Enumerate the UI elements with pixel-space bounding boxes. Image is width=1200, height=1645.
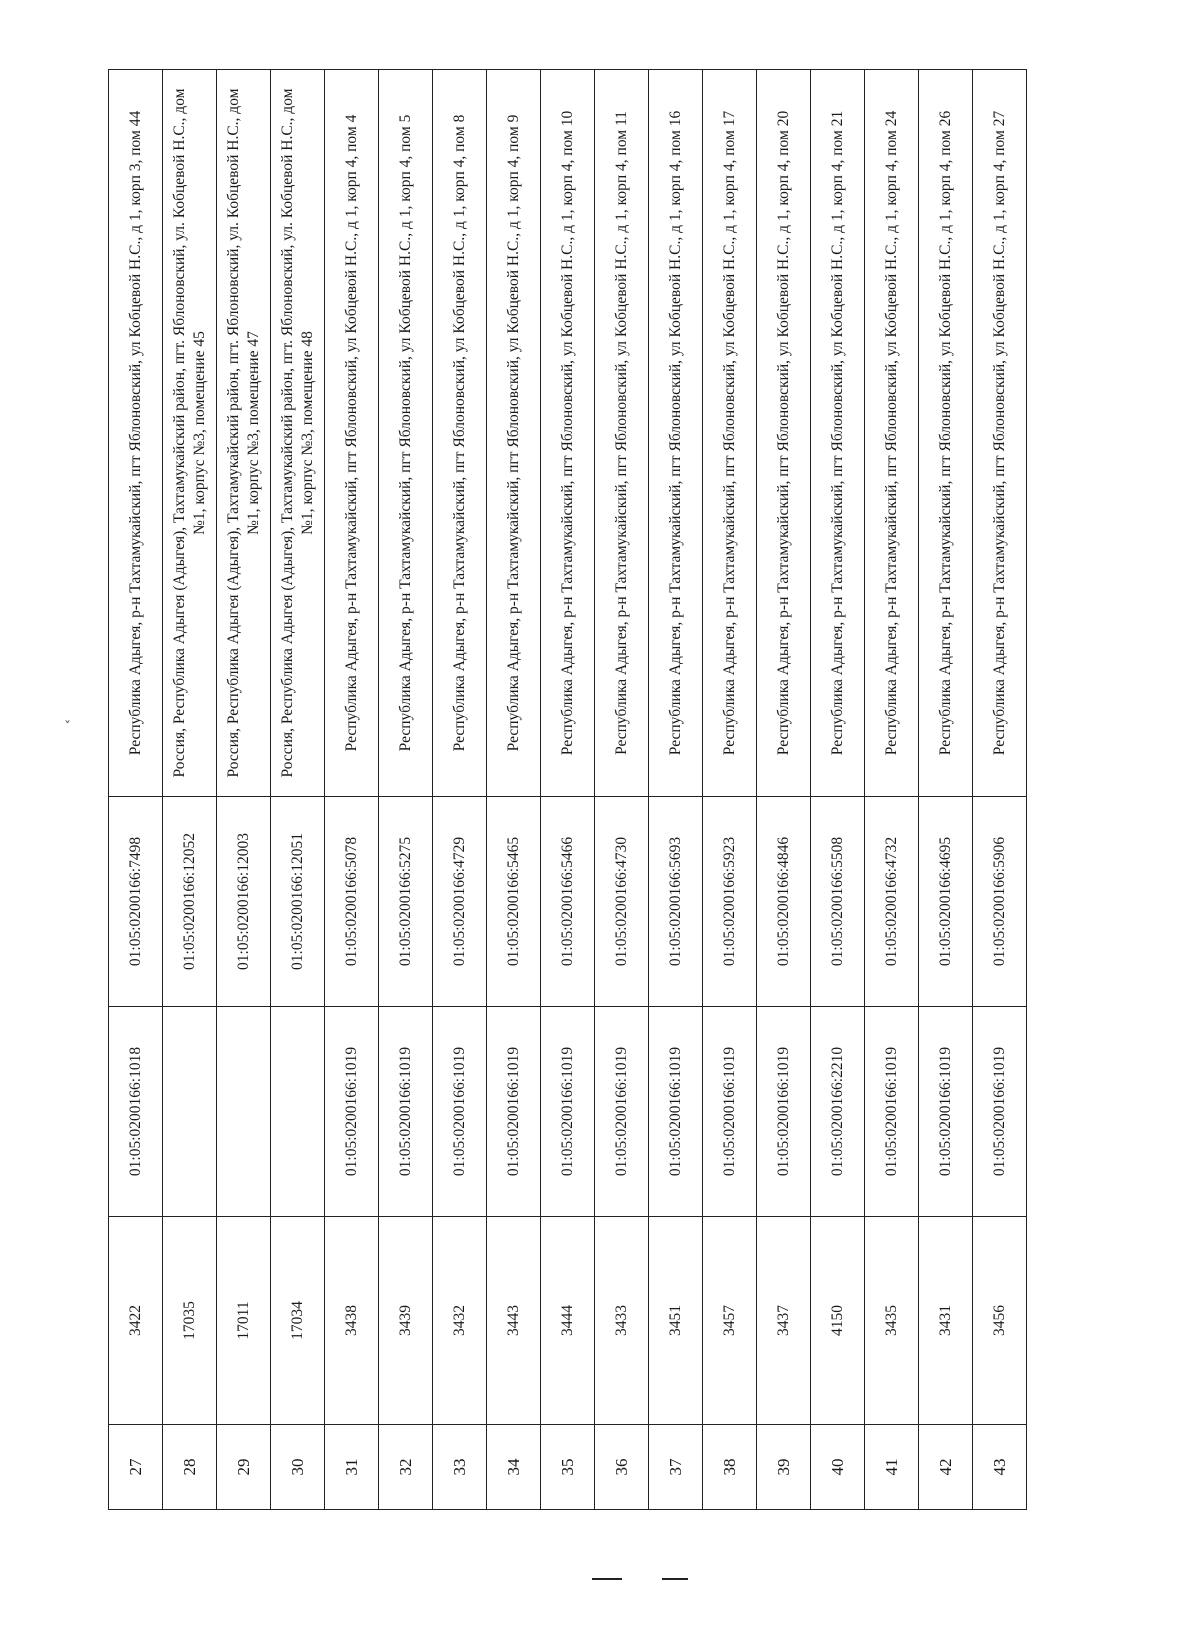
parent-cadastral-number-cell: 01:05:0200166:1019 [487, 1007, 541, 1217]
cadastral-number-cell: 01:05:0200166:5465 [487, 797, 541, 1007]
row-number-cell: 40 [811, 1425, 865, 1510]
parent-cadastral-number-cell [271, 1007, 325, 1217]
cadastral-number-cell: 01:05:0200166:5466 [541, 797, 595, 1007]
record-id-cell: 3438 [325, 1217, 379, 1425]
parent-cadastral-number-cell: 01:05:0200166:1019 [703, 1007, 757, 1217]
parent-cadastral-number-cell: 01:05:0200166:2210 [811, 1007, 865, 1217]
parent-cadastral-number-cell: 01:05:0200166:1019 [379, 1007, 433, 1217]
address-cell: Республика Адыгея, р-н Тахтамукайский, пгт Яблоновский, ул Кобцевой Н.С., д 1, корп 4, пом 10 [541, 70, 595, 797]
row-number-cell: 42 [919, 1425, 973, 1510]
address-cell: Республика Адыгея, р-н Тахтамукайский, пгт Яблоновский, ул Кобцевой Н.С., д 1, корп 4, пом 8 [433, 70, 487, 797]
address-cell: Республика Адыгея, р-н Тахтамукайский, пгт Яблоновский, ул Кобцевой Н.С., д 1, корп 4, пом 20 [757, 70, 811, 797]
registry-table-body [109, 70, 1027, 1510]
row-number-cell: 29 [217, 1425, 271, 1510]
record-id-cell: 3435 [865, 1217, 919, 1425]
row-number-cell: 34 [487, 1425, 541, 1510]
record-id-cell: 3443 [487, 1217, 541, 1425]
address-cell: Республика Адыгея, р-н Тахтамукайский, пгт Яблоновский, ул Кобцевой Н.С., д 1, корп 4, пом 9 [487, 70, 541, 797]
address-cell: Республика Адыгея, р-н Тахтамукайский, пгт Яблоновский, ул Кобцевой Н.С., д 1, корп 4, пом 4 [325, 70, 379, 797]
cadastral-number-cell: 01:05:0200166:4695 [919, 797, 973, 1007]
parent-cadastral-number-cell: 01:05:0200166:1019 [595, 1007, 649, 1217]
parent-cadastral-number-cell: 01:05:0200166:1019 [433, 1007, 487, 1217]
cadastral-number-cell: 01:05:0200166:4730 [595, 797, 649, 1007]
table-row [217, 70, 271, 1510]
table-row [109, 70, 163, 1510]
table-row [433, 70, 487, 1510]
table-row [649, 70, 703, 1510]
record-id-cell: 3422 [109, 1217, 163, 1425]
parent-cadastral-number-cell [163, 1007, 217, 1217]
parent-cadastral-number-cell: 01:05:0200166:1019 [919, 1007, 973, 1217]
record-id-cell: 3437 [757, 1217, 811, 1425]
table-row [541, 70, 595, 1510]
row-number-cell: 43 [973, 1425, 1027, 1510]
table-row [271, 70, 325, 1510]
scan-artifact-line [592, 1578, 622, 1580]
table-row [811, 70, 865, 1510]
record-id-cell: 4150 [811, 1217, 865, 1425]
parent-cadastral-number-cell [217, 1007, 271, 1217]
record-id-cell: 3433 [595, 1217, 649, 1425]
table-row [919, 70, 973, 1510]
address-cell: Республика Адыгея, р-н Тахтамукайский, пгт Яблоновский, ул Кобцевой Н.С., д 1, корп 4, пом 21 [811, 70, 865, 797]
parent-cadastral-number-cell: 01:05:0200166:1019 [649, 1007, 703, 1217]
cadastral-number-cell: 01:05:0200166:4846 [757, 797, 811, 1007]
row-number-cell: 35 [541, 1425, 595, 1510]
record-id-cell: 17011 [217, 1217, 271, 1425]
cadastral-number-cell: 01:05:0200166:12052 [163, 797, 217, 1007]
address-cell: Республика Адыгея, р-н Тахтамукайский, пгт Яблоновский, ул Кобцевой Н.С., д 1, корп 3, пом 44 [109, 70, 163, 797]
record-id-cell: 3439 [379, 1217, 433, 1425]
row-number-cell: 36 [595, 1425, 649, 1510]
record-id-cell: 17035 [163, 1217, 217, 1425]
row-number-cell: 32 [379, 1425, 433, 1510]
table-row [757, 70, 811, 1510]
scan-artifact-line [662, 1578, 688, 1580]
table-row [379, 70, 433, 1510]
address-cell: Республика Адыгея, р-н Тахтамукайский, пгт Яблоновский, ул Кобцевой Н.С., д 1, корп 4, пом 5 [379, 70, 433, 797]
parent-cadastral-number-cell: 01:05:0200166:1019 [865, 1007, 919, 1217]
cadastral-number-cell: 01:05:0200166:5693 [649, 797, 703, 1007]
registry-table [108, 69, 1027, 1510]
scan-speck: ˇ [64, 720, 71, 736]
address-cell: Республика Адыгея, р-н Тахтамукайский, пгт Яблоновский, ул Кобцевой Н.С., д 1, корп 4, пом 27 [973, 70, 1027, 797]
row-number-cell: 31 [325, 1425, 379, 1510]
record-id-cell: 3457 [703, 1217, 757, 1425]
record-id-cell: 3451 [649, 1217, 703, 1425]
row-number-cell: 27 [109, 1425, 163, 1510]
table-row [973, 70, 1027, 1510]
address-cell: Республика Адыгея, р-н Тахтамукайский, пгт Яблоновский, ул Кобцевой Н.С., д 1, корп 4, пом 26 [919, 70, 973, 797]
row-number-cell: 37 [649, 1425, 703, 1510]
cadastral-number-cell: 01:05:0200166:12051 [271, 797, 325, 1007]
address-cell: Россия, Республика Адыгея (Адыгея), Тахтамукайский район, пгт. Яблоновский, ул. Кобцевой Н.С., дом №1, корпус №3, помещение 45 [163, 70, 217, 797]
address-cell: Республика Адыгея, р-н Тахтамукайский, пгт Яблоновский, ул Кобцевой Н.С., д 1, корп 4, пом 24 [865, 70, 919, 797]
address-cell: Россия, Республика Адыгея (Адыгея), Тахтамукайский район, пгт. Яблоновский, ул. Кобцевой Н.С., дом №1, корпус №3, помещение 48 [271, 70, 325, 797]
cadastral-number-cell: 01:05:0200166:5078 [325, 797, 379, 1007]
parent-cadastral-number-cell: 01:05:0200166:1019 [973, 1007, 1027, 1217]
address-cell: Республика Адыгея, р-н Тахтамукайский, пгт Яблоновский, ул Кобцевой Н.С., д 1, корп 4, пом 11 [595, 70, 649, 797]
address-cell: Республика Адыгея, р-н Тахтамукайский, пгт Яблоновский, ул Кобцевой Н.С., д 1, корп 4, пом 16 [649, 70, 703, 797]
record-id-cell: 17034 [271, 1217, 325, 1425]
parent-cadastral-number-cell: 01:05:0200166:1019 [541, 1007, 595, 1217]
table-row [595, 70, 649, 1510]
row-number-cell: 38 [703, 1425, 757, 1510]
cadastral-number-cell: 01:05:0200166:12003 [217, 797, 271, 1007]
record-id-cell: 3431 [919, 1217, 973, 1425]
cadastral-number-cell: 01:05:0200166:4729 [433, 797, 487, 1007]
row-number-cell: 30 [271, 1425, 325, 1510]
row-number-cell: 39 [757, 1425, 811, 1510]
record-id-cell: 3432 [433, 1217, 487, 1425]
table-row [163, 70, 217, 1510]
record-id-cell: 3456 [973, 1217, 1027, 1425]
row-number-cell: 41 [865, 1425, 919, 1510]
cadastral-number-cell: 01:05:0200166:5923 [703, 797, 757, 1007]
address-cell: Республика Адыгея, р-н Тахтамукайский, пгт Яблоновский, ул Кобцевой Н.С., д 1, корп 4, пом 17 [703, 70, 757, 797]
parent-cadastral-number-cell: 01:05:0200166:1019 [325, 1007, 379, 1217]
record-id-cell: 3444 [541, 1217, 595, 1425]
cadastral-number-cell: 01:05:0200166:4732 [865, 797, 919, 1007]
table-row [703, 70, 757, 1510]
parent-cadastral-number-cell: 01:05:0200166:1019 [757, 1007, 811, 1217]
cadastral-number-cell: 01:05:0200166:5508 [811, 797, 865, 1007]
cadastral-number-cell: 01:05:0200166:7498 [109, 797, 163, 1007]
table-row [865, 70, 919, 1510]
table-row [487, 70, 541, 1510]
row-number-cell: 33 [433, 1425, 487, 1510]
cadastral-number-cell: 01:05:0200166:5275 [379, 797, 433, 1007]
cadastral-number-cell: 01:05:0200166:5906 [973, 797, 1027, 1007]
address-cell: Россия, Республика Адыгея (Адыгея), Тахтамукайский район, пгт. Яблоновский, ул. Кобцевой Н.С., дом №1, корпус №3, помещение 47 [217, 70, 271, 797]
table-row [325, 70, 379, 1510]
row-number-cell: 28 [163, 1425, 217, 1510]
parent-cadastral-number-cell: 01:05:0200166:1018 [109, 1007, 163, 1217]
